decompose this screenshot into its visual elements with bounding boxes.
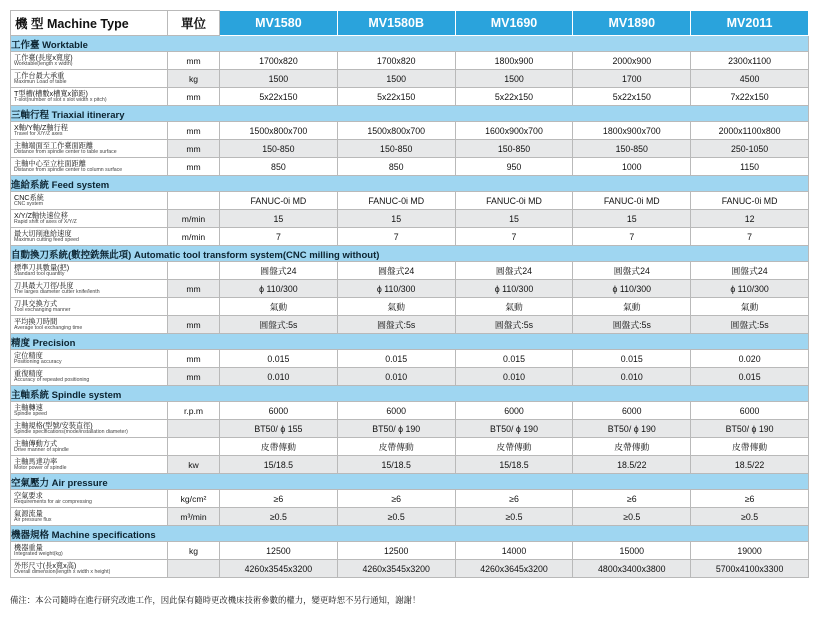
value-cell: ϕ 110/300 [455,280,573,298]
table-row [11,192,809,210]
table-row [11,368,809,386]
row-label-en: Accuracy of repeated positioning [14,376,90,383]
row-label-en: Distance from spindle center to table surface [14,148,117,155]
row-label-zh: CNC系統 [14,192,44,202]
section-title: 三軸行程 Triaxial itinerary [11,106,809,122]
row-unit: mm [168,158,220,176]
row-unit [168,420,220,438]
value-cell: 7 [337,228,455,246]
table-row [11,280,809,298]
row-label [11,508,168,526]
value-cell: BT50/ ϕ 190 [691,420,809,438]
value-cell: 6000 [220,402,338,420]
value-cell: FANUC-0i MD [220,192,338,210]
value-cell: 1150 [691,158,809,176]
table-row [11,456,809,474]
row-unit: kg [168,542,220,560]
row-unit: mm [168,280,220,298]
row-unit: kg/cm² [168,490,220,508]
value-cell: 19000 [691,542,809,560]
value-cell: BT50/ ϕ 190 [573,420,691,438]
value-cell: 氣動 [337,298,455,316]
row-unit: kw [168,456,220,474]
value-cell: 氣動 [691,298,809,316]
table-row [11,52,809,70]
value-cell: 圓盤式:5s [573,316,691,334]
row-label-en: Rapid shift of axes of X/Y/Z [14,218,77,225]
row-unit: mm [168,368,220,386]
row-label-en: The larges diameter cutter knife/lenth [14,288,100,295]
value-cell: ϕ 110/300 [220,280,338,298]
model-header: MV1580B [337,11,455,36]
section-header-row [11,36,809,52]
value-cell: 0.010 [337,368,455,386]
footer-note: 備注：本公司隨時在進行研究改進工作，因此保有隨時更改機床技術參數的權力，變更時恕不另行通知，謝謝！ [10,595,421,605]
row-label [11,228,168,246]
machine-type-header: 機 型 Machine Type [11,11,168,36]
value-cell: BT50/ ϕ 190 [337,420,455,438]
value-cell: ≥6 [337,490,455,508]
value-cell: 7x22x150 [691,88,809,106]
value-cell: 皮帶傳動 [337,438,455,456]
section-header-row [11,106,809,122]
row-label [11,368,168,386]
row-label-zh: 主軸規格(型號/安裝直徑) [14,420,93,430]
value-cell: 4260x3645x3200 [455,560,573,578]
row-label-en: Standard tool quantity [14,270,65,277]
row-label [11,280,168,298]
row-label-zh: 重復精度 [14,368,43,378]
value-cell: 1800x900 [455,52,573,70]
value-cell: FANUC-0i MD [455,192,573,210]
row-unit: m/min [168,228,220,246]
value-cell: 5700x4100x3300 [691,560,809,578]
row-label-zh: 主軸轉速 [14,402,43,412]
section-title: 空氣壓力 Air pressure [11,474,809,490]
value-cell: 950 [455,158,573,176]
value-cell: 1500 [455,70,573,88]
row-label-en: Travel for X/Y/Z axes [14,130,63,137]
table-row [11,402,809,420]
row-label-zh: 空氣要求 [14,490,43,500]
row-label-en: Tool exchanging manner [14,306,71,313]
value-cell: 250-1050 [691,140,809,158]
value-cell: 2000x1100x800 [691,122,809,140]
value-cell: 1500 [220,70,338,88]
value-cell: 0.015 [455,350,573,368]
value-cell: 15/18.5 [337,456,455,474]
row-label [11,262,168,280]
row-unit: mm [168,350,220,368]
section-header-row [11,386,809,402]
section-title: 機器規格 Machine specifications [11,526,809,542]
value-cell: 2300x1100 [691,52,809,70]
section-header-row [11,246,809,262]
row-label [11,316,168,334]
header-row [11,11,809,36]
row-label-en: Overall dimension(length x width x height) [14,568,111,575]
value-cell: 1700x820 [220,52,338,70]
value-cell: ≥0.5 [573,508,691,526]
row-label-zh: 標準刀具數量(把) [14,262,70,272]
table-row [11,140,809,158]
value-cell: 氣動 [220,298,338,316]
spec-table [10,10,809,578]
row-unit: mm [168,122,220,140]
value-cell: 4500 [691,70,809,88]
row-unit: mm [168,316,220,334]
section-header-row [11,176,809,192]
value-cell: 18.5/22 [573,456,691,474]
row-label-zh: 平均換刀時間 [14,316,58,326]
row-label [11,192,168,210]
section-header-row [11,474,809,490]
value-cell: 15/18.5 [220,456,338,474]
value-cell: 圓盤式24 [337,262,455,280]
value-cell: 5x22x150 [455,88,573,106]
row-label [11,490,168,508]
value-cell: 1000 [573,158,691,176]
value-cell: ≥6 [691,490,809,508]
value-cell: 1700 [573,70,691,88]
value-cell: 6000 [691,402,809,420]
value-cell: 0.015 [691,368,809,386]
table-row [11,542,809,560]
row-label [11,402,168,420]
value-cell: 15 [220,210,338,228]
value-cell: 1500x800x700 [220,122,338,140]
value-cell: 7 [220,228,338,246]
value-cell: ≥0.5 [691,508,809,526]
table-row [11,508,809,526]
row-unit: m³/min [168,508,220,526]
value-cell: BT50/ ϕ 155 [220,420,338,438]
value-cell: 圓盤式:5s [337,316,455,334]
table-row [11,298,809,316]
value-cell: 15 [455,210,573,228]
row-label-zh: 最大切削進給速度 [14,228,72,238]
row-label [11,88,168,106]
value-cell: FANUC-0i MD [573,192,691,210]
table-row [11,420,809,438]
value-cell: 0.020 [691,350,809,368]
value-cell: 1600x900x700 [455,122,573,140]
unit-header: 單位 [168,11,220,36]
value-cell: 1700x820 [337,52,455,70]
value-cell: 0.010 [573,368,691,386]
table-row [11,210,809,228]
spec-sheet [10,10,808,578]
value-cell: 皮帶傳動 [691,438,809,456]
model-header: MV1890 [573,11,691,36]
row-label-en: Maximun Load of table [14,78,67,85]
value-cell: 6000 [337,402,455,420]
value-cell: 6000 [455,402,573,420]
value-cell: ≥0.5 [455,508,573,526]
row-label-zh: 工作臺(長度x寬度) [14,52,73,62]
row-label-zh: 主軸馬達功率 [14,456,58,466]
value-cell: 7 [691,228,809,246]
model-header: MV2011 [691,11,809,36]
row-unit: m/min [168,210,220,228]
table-row [11,438,809,456]
row-label-en: Requirements for air compressing [14,498,92,505]
row-label-en: Drive manner of spindle [14,446,69,453]
section-title: 主軸系統 Spindle system [11,386,809,402]
value-cell: 2000x900 [573,52,691,70]
table-row [11,350,809,368]
value-cell: 圓盤式24 [691,262,809,280]
section-title: 進給系統 Feed system [11,176,809,192]
row-label [11,560,168,578]
row-label-zh: 機器重量 [14,542,43,552]
value-cell: 150-850 [220,140,338,158]
row-label-en: Worktable(length x width) [14,60,73,67]
row-label-en: Motor power of spindle [14,464,67,471]
value-cell: 圓盤式:5s [455,316,573,334]
row-label-zh: 刀具最大刀徑/長度 [14,280,74,290]
value-cell: 0.015 [337,350,455,368]
value-cell: FANUC-0i MD [691,192,809,210]
row-label-en: Air pressure flux [14,516,52,523]
row-label-en: Maximun cutting feed speed [14,236,79,243]
row-label-zh: 工作台最大承重 [14,70,65,80]
value-cell: 12500 [337,542,455,560]
value-cell: ϕ 110/300 [337,280,455,298]
value-cell: 圓盤式:5s [220,316,338,334]
value-cell: 15000 [573,542,691,560]
table-row [11,262,809,280]
value-cell: 圓盤式24 [220,262,338,280]
value-cell: ϕ 110/300 [691,280,809,298]
value-cell: 5x22x150 [337,88,455,106]
value-cell: 皮帶傳動 [455,438,573,456]
row-unit [168,298,220,316]
value-cell: 0.015 [220,350,338,368]
row-label [11,420,168,438]
row-unit: mm [168,52,220,70]
table-row [11,158,809,176]
row-unit: mm [168,88,220,106]
row-label [11,158,168,176]
row-label [11,350,168,368]
row-unit: kg [168,70,220,88]
value-cell: 18.5/22 [691,456,809,474]
row-label-en: Spindle speed [14,410,47,417]
value-cell: 14000 [455,542,573,560]
row-label-zh: 定位精度 [14,350,43,360]
row-unit: mm [168,140,220,158]
row-label [11,542,168,560]
value-cell: 150-850 [337,140,455,158]
row-label [11,210,168,228]
table-row [11,70,809,88]
row-label [11,456,168,474]
row-unit: r.p.m [168,402,220,420]
value-cell: 850 [337,158,455,176]
value-cell: FANUC-0i MD [337,192,455,210]
row-label-en: CNC system [14,200,44,207]
section-header-row [11,526,809,542]
row-unit [168,560,220,578]
row-unit [168,438,220,456]
value-cell: 7 [573,228,691,246]
value-cell: 氣動 [573,298,691,316]
row-label-en: Positioning accuracy [14,358,62,365]
section-header-row [11,334,809,350]
row-label-en: Integrated weight(kg) [14,550,63,557]
value-cell: 1500 [337,70,455,88]
row-label-zh: 主軸中心至立柱面距離 [14,158,86,168]
value-cell: 15 [573,210,691,228]
value-cell: 4800x3400x3800 [573,560,691,578]
value-cell: ≥0.5 [220,508,338,526]
value-cell: ϕ 110/300 [573,280,691,298]
value-cell: 0.010 [455,368,573,386]
table-row [11,560,809,578]
value-cell: 0.015 [573,350,691,368]
row-label [11,122,168,140]
row-label [11,52,168,70]
model-header: MV1690 [455,11,573,36]
value-cell: 皮帶傳動 [573,438,691,456]
value-cell: 6000 [573,402,691,420]
table-row [11,122,809,140]
row-label-zh: T型槽(槽數x槽寬x節距) [14,88,88,98]
value-cell: 圓盤式24 [455,262,573,280]
value-cell: 7 [455,228,573,246]
section-title: 精度 Precision [11,334,809,350]
value-cell: 1500x800x700 [337,122,455,140]
value-cell: ≥0.5 [337,508,455,526]
table-row [11,316,809,334]
value-cell: 12 [691,210,809,228]
value-cell: 皮帶傳動 [220,438,338,456]
value-cell: 5x22x150 [220,88,338,106]
value-cell: 圓盤式24 [573,262,691,280]
row-label-zh: X/Y/Z軸快速位移 [14,210,68,220]
model-header: MV1580 [220,11,338,36]
value-cell: 0.010 [220,368,338,386]
row-label [11,70,168,88]
value-cell: 4260x3545x3200 [220,560,338,578]
value-cell: 15/18.5 [455,456,573,474]
row-label-en: Distance from spindle center to column surface [14,166,123,173]
value-cell: ≥6 [573,490,691,508]
value-cell: 150-850 [455,140,573,158]
table-row [11,490,809,508]
value-cell: 150-850 [573,140,691,158]
value-cell: 4260x3545x3200 [337,560,455,578]
value-cell: 5x22x150 [573,88,691,106]
section-title: 自動換刀系統(數控銑無此項) Automatic tool transform system(CNC milling without) [11,246,809,262]
row-label-en: Average tool exchanging time [14,324,83,331]
value-cell: ≥6 [220,490,338,508]
row-label-zh: X軸/Y軸/Z軸行程 [14,122,68,132]
row-label [11,140,168,158]
value-cell: 氣動 [455,298,573,316]
row-label-zh: 外形尺寸(長x寬x高) [14,560,77,570]
row-label-zh: 主軸傳動方式 [14,438,58,448]
row-unit [168,192,220,210]
value-cell: 1800x900x700 [573,122,691,140]
value-cell: 15 [337,210,455,228]
value-cell: 圓盤式:5s [691,316,809,334]
row-label-en: Spindle specifications(mode/installation diameter) [14,428,128,435]
row-label-en: T-slot(number of slot x slot width x pitch) [14,96,107,103]
value-cell: 850 [220,158,338,176]
table-row [11,228,809,246]
row-label-zh: 刀具交換方式 [14,298,58,308]
row-label-zh: 氣源流量 [14,508,43,518]
row-label [11,298,168,316]
section-title: 工作臺 Worktable [11,36,809,52]
value-cell: ≥6 [455,490,573,508]
value-cell: BT50/ ϕ 190 [455,420,573,438]
value-cell: 12500 [220,542,338,560]
row-unit [168,262,220,280]
row-label [11,438,168,456]
table-row [11,88,809,106]
row-label-zh: 主軸端面至工作臺面距離 [14,140,94,150]
